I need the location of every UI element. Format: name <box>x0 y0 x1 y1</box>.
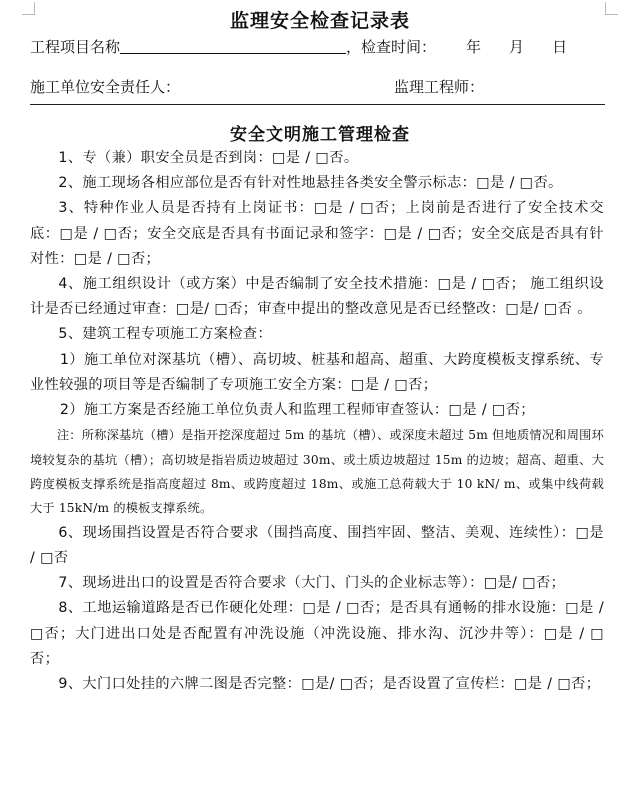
checklist-item: 3、特种作业人员是否持有上岗证书：□是 / □否；上岗前是否进行了安全技术交底：□是 / □否；安全交底是否具有书面记录和签字：□是 / □否；安全交底是否具有针对性：□是 / □否； <box>30 200 604 267</box>
project-info-row <box>30 36 595 57</box>
project-name-label: 工程项目名称 <box>30 38 121 56</box>
document-title: 监理安全检查记录表 <box>229 10 410 32</box>
checklist-item: 9、大门口处挂的六牌二图是否完整：□是/ □否；是否设置了宣传栏：□是 / □否； <box>58 676 601 693</box>
day-label: 日 <box>552 38 568 56</box>
checklist-item: 7、现场进出口的设置是否符合要求（大门、门头的企业标志等）：□是/ □否； <box>58 575 566 592</box>
checklist-item: 5、建筑工程专项施工方案检查： <box>58 326 273 343</box>
checklist-item: 6、现场围挡设置是否符合要求（围挡高度、围挡牢固、整洁、美观、连续性）：□是 / □否 <box>30 524 604 567</box>
checklist-item: 2、施工现场各相应部位是否有针对性地悬挂各类安全警示标志：□是 / □否。 <box>58 175 563 192</box>
header-divider <box>30 104 605 105</box>
checklist-subitem: 1）施工单位对深基坑（槽）、高切坡、桩基和超高、超重、大跨度模板支撑系统、专业性较强的项目等是否编制了专项施工安全方案：□是 / □否； <box>30 351 604 393</box>
month-label: 月 <box>509 38 525 56</box>
checklist-item: 1、专（兼）职安全员是否到岗：□是 / □否。 <box>58 150 359 166</box>
project-name-field[interactable] <box>120 37 346 54</box>
check-time-label: ，检查时间： <box>346 38 437 56</box>
section-title: 安全文明施工管理检查 <box>230 125 410 145</box>
checklist-note: 注：所称深基坑（槽）是指开挖深度超过 5m 的基坑（槽）、或深度未超过 5m 但地质情况和周围环境较复杂的基坑（槽）；高切坡是指岩质边坡超过 30m、或土质边坡超过 15m 的边坡；超高、超重、大跨度模板支撑系统是指高度超过 8m、或跨度超过 18m、或施工总荷载大于 10 kN/ m、或集中线荷载大于 15kN/m 的模板支撑系统。 <box>30 428 604 516</box>
checklist-body <box>30 146 604 697</box>
checklist-item: 8、工地运输道路是否已作硬化处理：□是 / □否；是否具有通畅的排水设施：□是 / □否；大门进出口处是否配置有冲洗设施（冲洗设施、排水沟、沉沙井等）：□是 / □否； <box>30 600 604 667</box>
check-date <box>466 38 595 56</box>
checklist-subitem: 2）施工方案是否经施工单位负责人和监理工程师审查签认：□是 / □否； <box>59 402 535 419</box>
year-label: 年 <box>466 38 482 56</box>
checklist-item: 4、施工组织设计（或方案）中是否编制了安全技术措施：□是 / □否； 施工组织设计是否已经通过审查：□是/ □否；审查中提出的整改意见是否已经整改：□是/ □否 。 <box>30 276 604 318</box>
supervisor-label: 监理工程师： <box>394 78 485 96</box>
construction-unit-label: 施工单位安全责任人： <box>30 78 181 96</box>
